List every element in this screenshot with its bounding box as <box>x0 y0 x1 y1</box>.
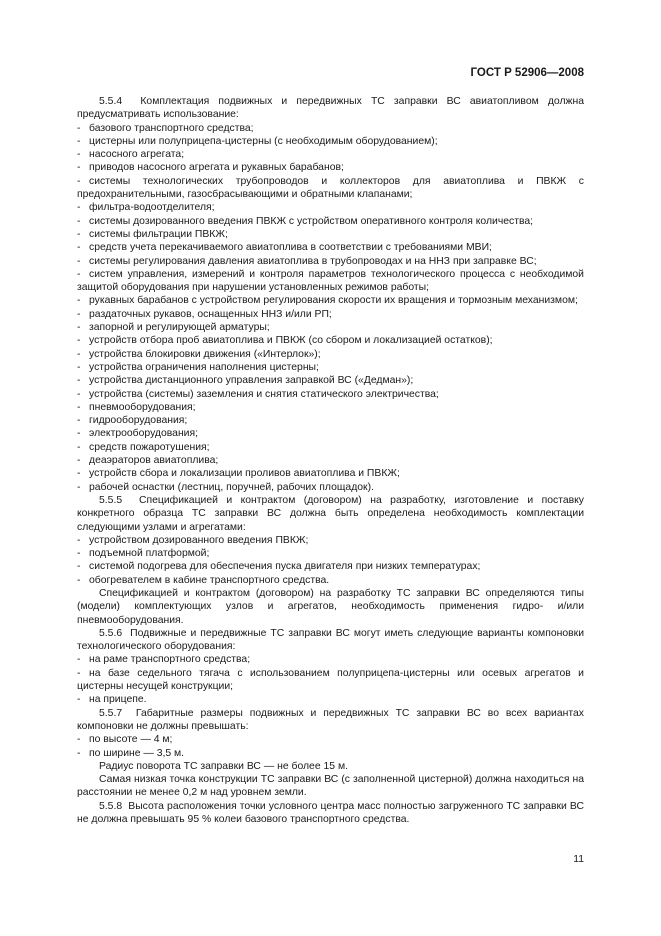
list-item <box>77 374 584 387</box>
list-item-text: на раме транспортного средства; <box>89 654 251 666</box>
list-dash: - <box>77 654 81 666</box>
list-item-text: по ширине — 3,5 м. <box>89 747 185 759</box>
clause-number: 5.5.4 <box>99 96 123 107</box>
list-dash: - <box>77 322 81 334</box>
list-item <box>77 481 584 494</box>
list-item-text: систем управления, измерений и контроля параметров технологического процесса с необходимой защитой оборудования при нарушении установленных режимов работы; <box>77 268 584 294</box>
list-item-text: рукавных барабанов с устройством регулирования скорости их вращения и тормозным механизмом; <box>89 295 578 307</box>
list-item-text: устройством дозированного введения ПВКЖ; <box>89 534 309 546</box>
list-item-text: насосного агрегата; <box>89 149 185 161</box>
list-dash: - <box>77 215 81 227</box>
list-item <box>77 667 584 694</box>
list-item <box>77 388 584 401</box>
list-dash: - <box>77 175 81 187</box>
list-dash: - <box>77 135 81 147</box>
list-item-text: устройства блокировки движения («Интерлок»); <box>89 348 321 360</box>
list-item-text: устройства (системы) заземления и снятия статического электричества; <box>89 388 439 400</box>
list-item <box>77 653 584 666</box>
list-item <box>77 547 584 560</box>
list-item <box>77 268 584 295</box>
page-number: 11 <box>573 854 584 865</box>
list-item-text: устройства дистанционного управления заправкой ВС («Дедман»); <box>89 375 414 387</box>
list-item <box>77 348 584 361</box>
clause-5-5-4 <box>77 95 584 122</box>
list-dash: - <box>77 415 81 427</box>
list-dash: - <box>77 242 81 254</box>
list-item-text: системой подогрева для обеспечения пуска двигателя при низких температурах; <box>89 561 481 573</box>
list-item-text: устройств сбора и локализации проливов авиатоплива и ПВКЖ; <box>89 468 400 480</box>
clause-number: 5.5.8 <box>99 800 123 812</box>
list-dash: - <box>77 375 81 387</box>
list-item <box>77 560 584 573</box>
list-dash: - <box>77 255 81 267</box>
list-5-5-5 <box>77 534 584 587</box>
list-item <box>77 574 584 587</box>
list-5-5-6 <box>77 653 584 706</box>
list-item <box>77 308 584 321</box>
list-dash: - <box>77 122 81 134</box>
list-item <box>77 334 584 347</box>
list-item-text: гидрооборудования; <box>89 415 188 427</box>
list-item <box>77 361 584 374</box>
list-item <box>77 467 584 480</box>
clause-5-5-7 <box>77 707 584 734</box>
list-item <box>77 148 584 161</box>
list-item <box>77 122 584 135</box>
clause-text: Спецификацией и контрактом (договором) на разработку, изготовление и поставку конкретного образца ТС заправки ВС должна быть определена необходимость комплектации следующими узлами и агрегатами: <box>77 494 584 533</box>
list-dash: - <box>77 162 81 174</box>
clause-5-5-8 <box>77 800 584 827</box>
clause-5-5-5 <box>77 494 584 534</box>
list-item-text: запорной и регулирующей арматуры; <box>89 322 270 334</box>
list-item-text: деаэраторов авиатоплива; <box>89 455 219 467</box>
list-dash: - <box>77 441 81 453</box>
list-item-text: средств учета перекачиваемого авиатоплива в соответствии с требованиями МВИ; <box>89 242 492 254</box>
list-item-text: рабочей оснастки (лестниц, поручней, рабочих площадок). <box>89 481 374 493</box>
list-dash: - <box>77 348 81 360</box>
list-item <box>77 733 584 746</box>
list-item-text: раздаточных рукавов, оснащенных ННЗ и/или РП; <box>89 308 332 320</box>
list-dash: - <box>77 268 81 280</box>
clause-number: 5.5.7 <box>99 707 123 719</box>
clause-text: Комплектация подвижных и передвижных ТС заправки ВС авиатопливом должна предусматривать использование: <box>77 96 584 121</box>
paragraph-turning-radius: Радиус поворота ТС заправки ВС — не более 15 м. <box>99 760 348 772</box>
list-dash: - <box>77 149 81 161</box>
list-item-text: пневмооборудования; <box>89 401 196 413</box>
list-item-text: обогревателем в кабине транспортного средства. <box>89 574 330 586</box>
list-item-text: подъемной платформой; <box>89 548 210 560</box>
list-dash: - <box>77 561 81 573</box>
list-item <box>77 693 584 706</box>
clause-text: Подвижные и передвижные ТС заправки ВС могут иметь следующие варианты компоновки технологического оборудования: <box>77 627 584 653</box>
list-dash: - <box>77 481 81 493</box>
list-dash: - <box>77 308 81 320</box>
list-item <box>77 175 584 202</box>
list-item-text: цистерны или полуприцепа-цистерны (с необходимым оборудованием); <box>89 135 438 147</box>
clause-number: 5.5.6 <box>99 627 123 639</box>
list-5-5-4 <box>77 122 584 494</box>
list-dash: - <box>77 534 81 546</box>
list-dash: - <box>77 388 81 400</box>
list-dash: - <box>77 401 81 413</box>
list-item-text: фильтра-водоотделителя; <box>89 202 215 214</box>
list-item <box>77 454 584 467</box>
list-item-text: приводов насосного агрегата и рукавных барабанов; <box>89 162 344 174</box>
list-dash: - <box>77 468 81 480</box>
standard-designation: ГОСТ Р 52906—2008 <box>470 67 584 79</box>
list-item <box>77 401 584 414</box>
list-item <box>77 255 584 268</box>
list-item-text: по высоте — 4 м; <box>89 734 173 746</box>
list-item-text: устройства ограничения наполнения цистерны; <box>89 361 319 373</box>
list-item <box>77 161 584 174</box>
list-item-text: системы технологических трубопроводов и коллекторов для авиатоплива и ПВКЖ с предохранительными, газосбрасывающими и обратными клапанами; <box>77 175 584 201</box>
list-item <box>77 747 584 760</box>
list-item <box>77 414 584 427</box>
list-dash: - <box>77 455 81 467</box>
list-item <box>77 215 584 228</box>
list-item <box>77 135 584 148</box>
list-item-text: устройств отбора проб авиатоплива и ПВКЖ (со сбором и локализацией остатков); <box>89 335 493 347</box>
list-item <box>77 201 584 214</box>
list-dash: - <box>77 295 81 307</box>
clause-text: Высота расположения точки условного центра масс полностью загруженного ТС заправки ВС не должна превышать 95 % колеи базового транспортного средства. <box>77 800 584 826</box>
clause-5-5-6 <box>77 627 584 654</box>
list-dash: - <box>77 548 81 560</box>
list-dash: - <box>77 574 81 586</box>
list-item <box>77 241 584 254</box>
list-item <box>77 228 584 241</box>
list-dash: - <box>77 747 81 759</box>
list-dash: - <box>77 694 81 706</box>
list-5-5-7 <box>77 733 584 760</box>
list-item-text: средств пожаротушения; <box>89 441 210 453</box>
list-item <box>77 441 584 454</box>
list-item-text: системы фильтрации ПВКЖ; <box>89 228 228 240</box>
document-body <box>77 95 584 826</box>
list-dash: - <box>77 202 81 214</box>
clause-text: Габаритные размеры подвижных и передвижных ТС заправки ВС во всех вариантах компоновки не должны превышать: <box>77 707 584 732</box>
list-item <box>77 534 584 547</box>
list-item-text: базового транспортного средства; <box>89 122 254 134</box>
list-dash: - <box>77 667 81 679</box>
list-item-text: системы регулирования давления авиатоплива в трубопроводах и на ННЗ при заправке ВС; <box>89 255 537 267</box>
list-item-text: системы дозированного введения ПВКЖ с устройством оперативного контроля количества; <box>89 215 534 227</box>
list-item <box>77 321 584 334</box>
list-item <box>77 427 584 440</box>
list-dash: - <box>77 361 81 373</box>
list-dash: - <box>77 228 81 240</box>
list-dash: - <box>77 335 81 347</box>
paragraph-specification: Спецификацией и контрактом (договором) на разработку ТС заправки ВС определяются типы (модели) комплектующих узлов и агрегатов, необходимость применения гидро- и/или пневмооборудования. <box>77 587 584 626</box>
list-item-text: на базе седельного тягача с использованием полуприцепа-цистерны или осевых агрегатов и цистерны несущей конструкции; <box>77 667 584 693</box>
list-dash: - <box>77 428 81 440</box>
clause-number: 5.5.5 <box>99 494 123 506</box>
list-item <box>77 294 584 307</box>
list-item-text: на прицепе. <box>89 694 147 706</box>
paragraph-ground-clearance: Самая низкая точка конструкции ТС заправки ВС (с заполненной цистерной) должна находиться на расстоянии не менее 0,2 м над уровнем земли. <box>77 774 584 799</box>
list-dash: - <box>77 734 81 746</box>
list-item-text: электрооборудования; <box>89 428 198 440</box>
